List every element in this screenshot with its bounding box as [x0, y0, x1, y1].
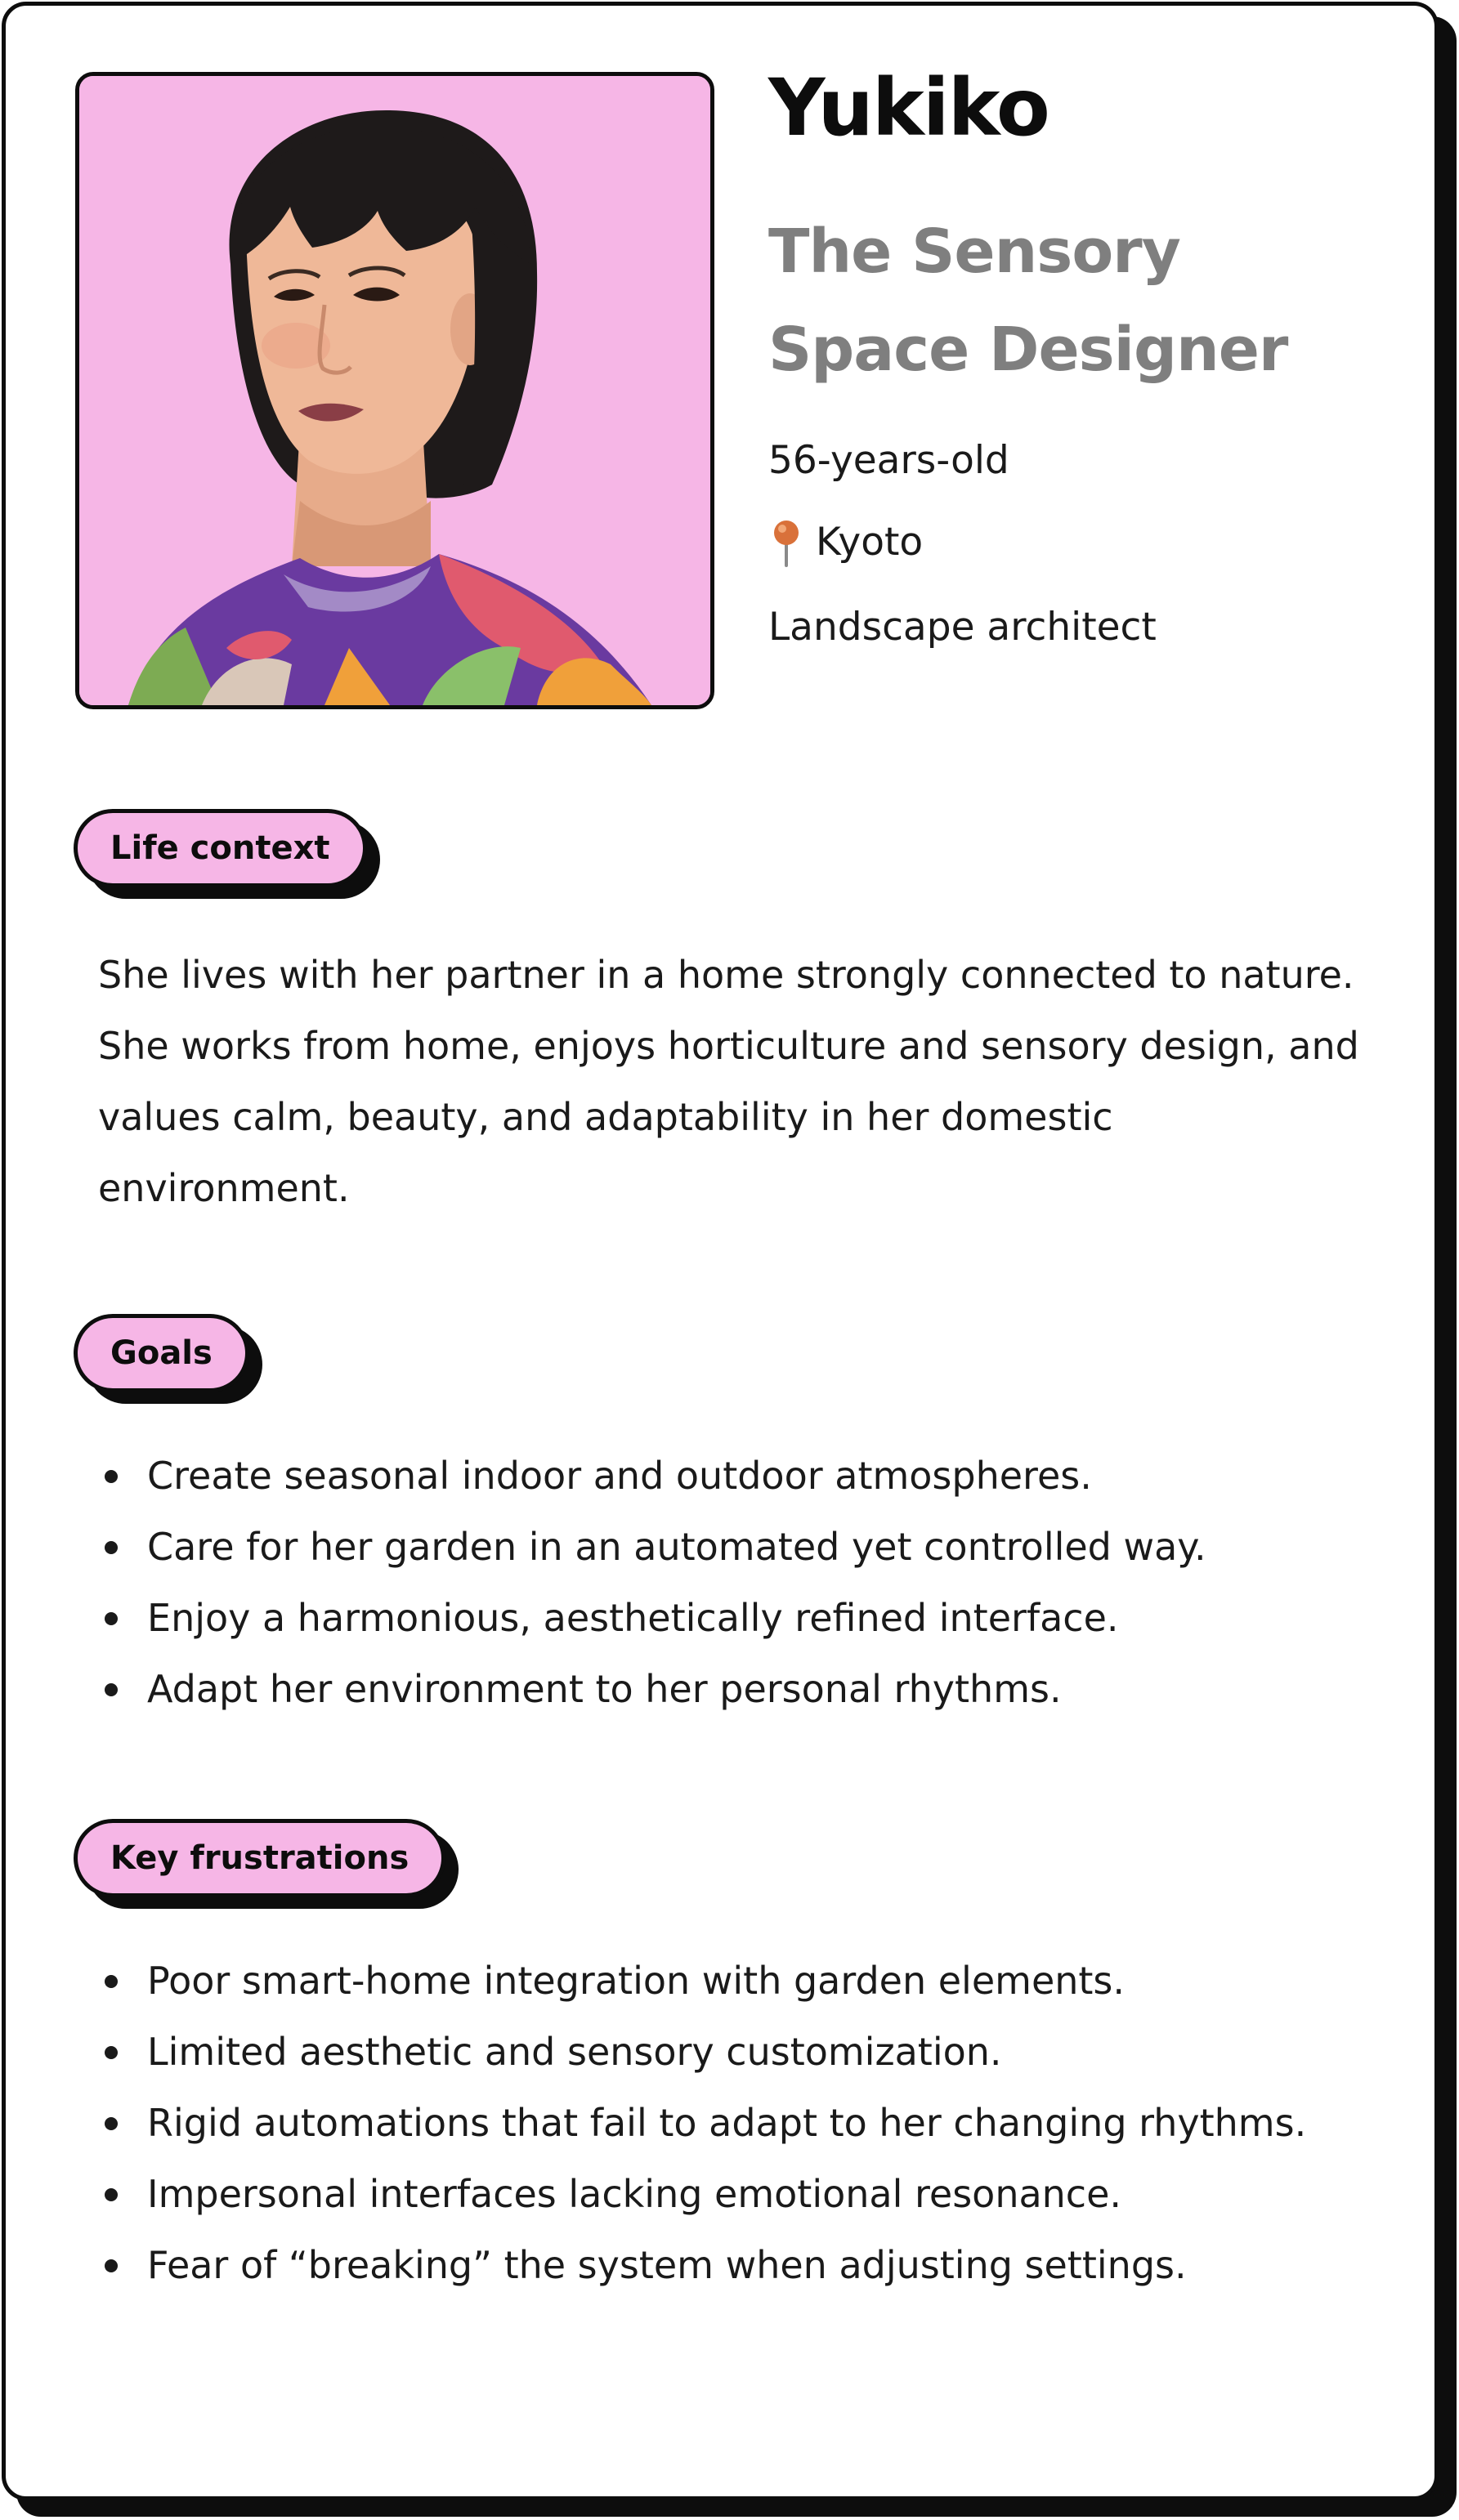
list-item — [98, 2159, 1406, 2230]
list-item — [98, 2230, 1406, 2301]
persona-location — [768, 518, 923, 567]
bullet-dot — [105, 1541, 118, 1554]
pin-icon — [768, 518, 804, 567]
list-item-text: Enjoy a harmonious, aesthetically refined interface. — [147, 1596, 1119, 1640]
list-item — [98, 2088, 1406, 2159]
list-item — [98, 1583, 1406, 1654]
list-item — [98, 2017, 1406, 2088]
bullet-dot — [105, 2188, 118, 2201]
list-item — [98, 1946, 1406, 2017]
list-item-text: Fear of “breaking” the system when adjusting settings. — [147, 2243, 1187, 2287]
persona-name: Yukiko — [768, 62, 1049, 154]
list-item-text: Adapt her environment to her personal rhythms. — [147, 1667, 1062, 1711]
list-item-text: Care for her garden in an automated yet controlled way. — [147, 1525, 1206, 1569]
bullet-dot — [105, 1470, 118, 1483]
portrait-illustration — [79, 76, 710, 705]
list-item-text: Poor smart-home integration with garden elements. — [147, 1959, 1126, 2003]
list-item-text: Rigid automations that fail to adapt to her changing rhythms. — [147, 2101, 1307, 2145]
bullet-dot — [105, 2046, 118, 2059]
list-item — [98, 1441, 1406, 1512]
section-label: Goals — [74, 1314, 249, 1392]
persona-occupation: Landscape architect — [768, 605, 1157, 650]
list-item-text: Impersonal interfaces lacking emotional resonance. — [147, 2172, 1122, 2216]
life-context-text: She lives with her partner in a home strongly connected to nature. She works from home, enjoys horticulture and sensory design, and values calm, beauty, and adaptability in her domestic environment. — [98, 953, 1359, 1210]
section-label: Key frustrations — [74, 1819, 445, 1897]
list-item — [98, 1654, 1406, 1725]
bullet-dot — [105, 2117, 118, 2130]
section-pill-life-context — [74, 809, 367, 887]
list-item-text: Limited aesthetic and sensory customization. — [147, 2030, 1002, 2074]
persona-role: The Sensory Space Designer — [768, 217, 1288, 385]
section-label: Life context — [74, 809, 367, 887]
section-pill-goals — [74, 1314, 249, 1392]
list-item — [98, 1512, 1406, 1583]
bullet-dot — [105, 1612, 118, 1625]
bullet-dot — [105, 1683, 118, 1696]
list-item-text: Create seasonal indoor and outdoor atmospheres. — [147, 1454, 1092, 1498]
frustrations-list — [98, 1946, 1406, 2301]
persona-location-label: Kyoto — [816, 520, 924, 565]
section-pill-frustrations — [74, 1819, 445, 1897]
persona-portrait — [75, 72, 714, 709]
persona-age: 56-years-old — [768, 438, 1009, 483]
goals-list — [98, 1441, 1406, 1725]
bullet-dot — [105, 2259, 118, 2272]
bullet-dot — [105, 1975, 118, 1988]
